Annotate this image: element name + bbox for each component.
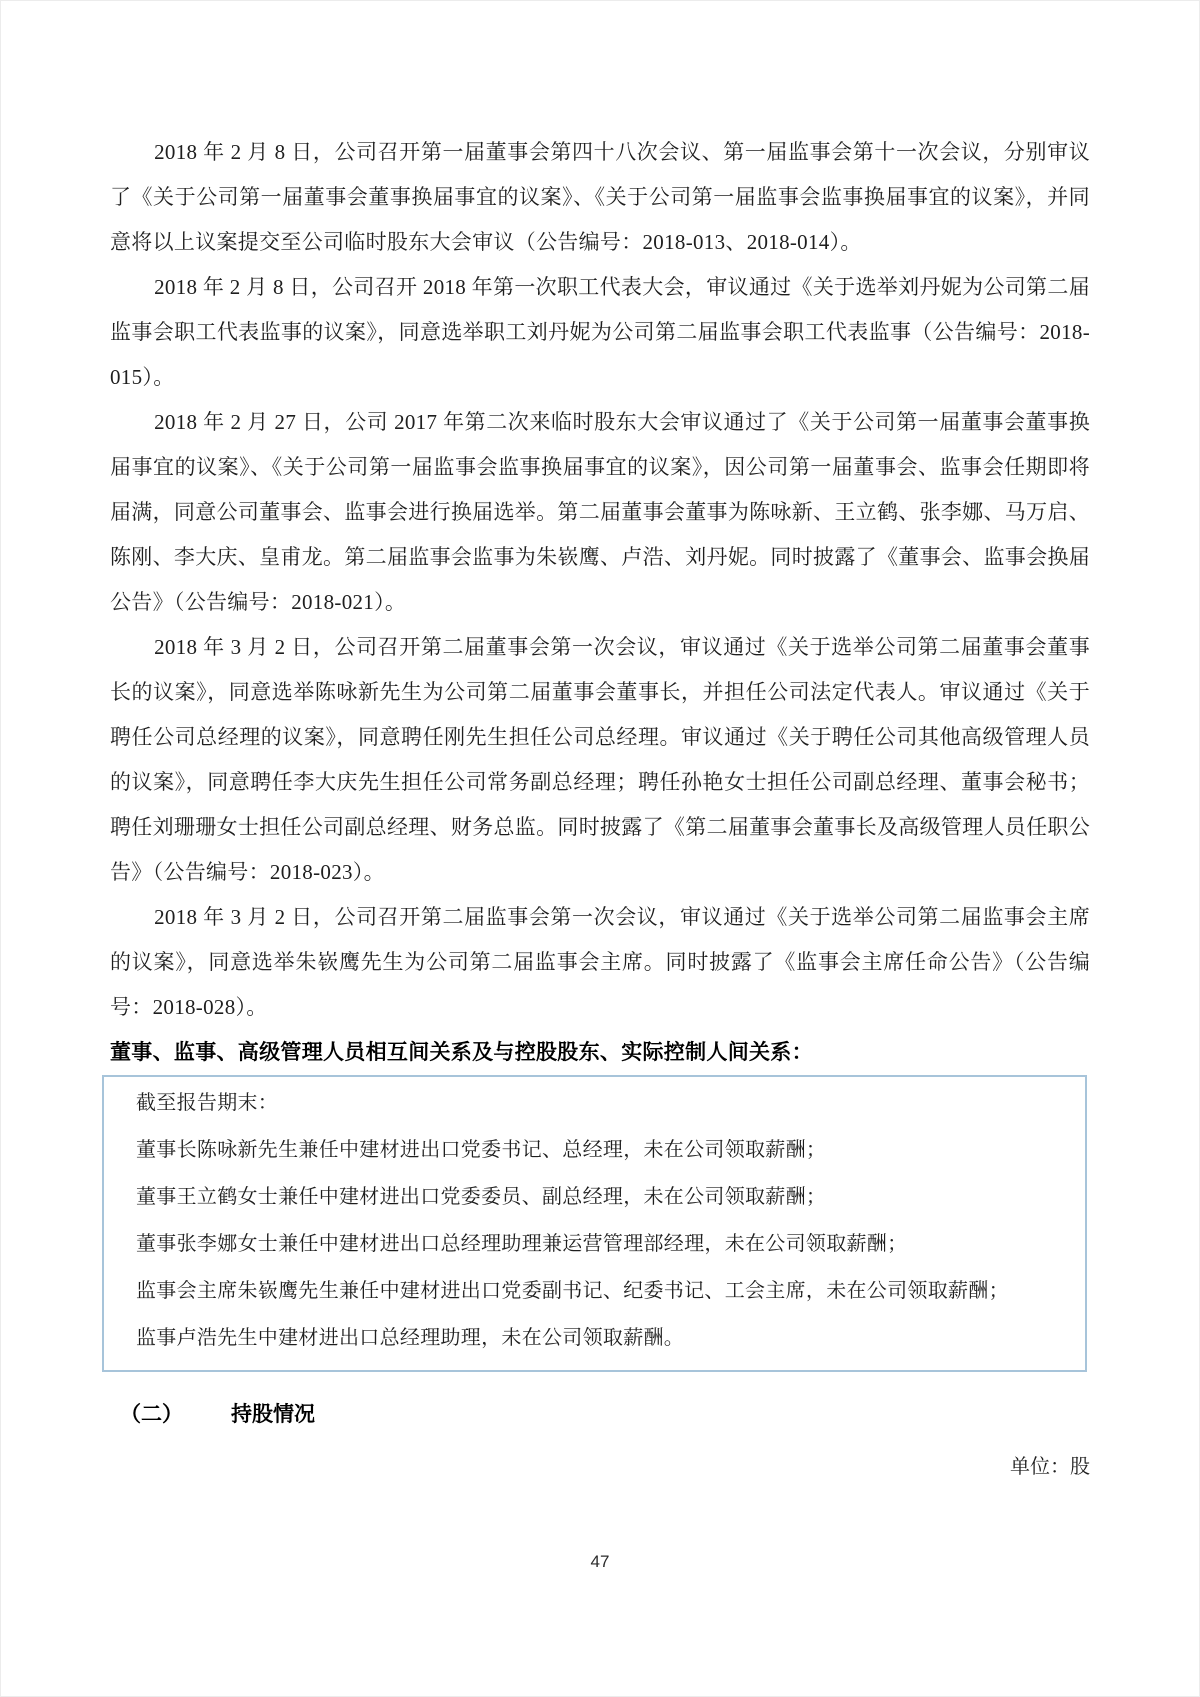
paragraph-staff-congress-feb8: 2018 年 2 月 8 日，公司召开 2018 年第一次职工代表大会，审议通过《关于选举刘丹妮为公司第二届监事会职工代表监事的议案》，同意选举职工刘丹妮为公司第二届监事会职工代表监事（公告编号：2018-015）。: [110, 275, 1090, 389]
paragraph-board-meeting-feb8: 2018 年 2 月 8 日，公司召开第一届董事会第四十八次会议、第一届监事会第十一次会议，分别审议了《关于公司第一届董事会董事换届事宜的议案》、《关于公司第一届监事会监事换届事宜的议案》，并同意将以上议案提交至公司临时股东大会审议（公告编号：2018-013、2018-014）。: [110, 140, 1090, 254]
relations-line-supervisor-lu: 监事卢浩先生中建材进出口总经理助理，未在公司领取薪酬。: [136, 1327, 685, 1349]
relations-heading: 董事、监事、高级管理人员相互间关系及与控股股东、实际控制人间关系：: [110, 1040, 813, 1064]
section-title: 持股情况: [231, 1402, 315, 1426]
paragraph-board-meeting-mar2: 2018 年 3 月 2 日，公司召开第二届董事会第一次会议，审议通过《关于选举公司第二届董事会董事长的议案》，同意选举陈咏新先生为公司第二届董事会董事长，并担任公司法定代表人。审议通过《关于聘任公司总经理的议案》，同意聘任刚先生担任公司总经理。审议通过《关于聘任公司其他高级管理人员的议案》，同意聘任李大庆先生担任公司常务副总经理；聘任孙艳女士担任公司副总经理、董事会秘书；聘任刘珊珊女士担任公司副总经理、财务总监。同时披露了《第二届董事会董事长及高级管理人员任职公告》（公告编号：2018-023）。: [110, 635, 1090, 884]
relations-line-period-end: 截至报告期末：: [136, 1092, 279, 1114]
page-content: [110, 130, 1090, 1482]
relations-line-director-zhang: 董事张李娜女士兼任中建材进出口总经理助理兼运营管理部经理，未在公司领取薪酬；: [136, 1233, 908, 1255]
relations-line-supervisory-chairman: 监事会主席朱嵚鹰先生兼任中建材进出口党委副书记、纪委书记、工会主席，未在公司领取薪酬；: [136, 1280, 1009, 1302]
relations-line-chairman: 董事长陈咏新先生兼任中建材进出口党委书记、总经理，未在公司领取薪酬；: [136, 1139, 827, 1161]
paragraph-supervisory-meeting-mar2: 2018 年 3 月 2 日，公司召开第二届监事会第一次会议，审议通过《关于选举公司第二届监事会主席的议案》，同意选举朱嵚鹰先生为公司第二届监事会主席。同时披露了《监事会主席任命公告》（公告编号：2018-028）。: [110, 905, 1090, 1019]
page-number: 47: [590, 1552, 610, 1571]
unit-note: 单位：股: [1010, 1456, 1090, 1478]
paragraph-shareholder-meeting-feb27: 2018 年 2 月 27 日，公司 2017 年第二次来临时股东大会审议通过了《关于公司第一届董事会董事换届事宜的议案》、《关于公司第一届监事会监事换届事宜的议案》，因公司第一届董事会、监事会任期即将届满，同意公司董事会、监事会进行换届选举。第二届董事会董事为陈咏新、王立鹤、张李娜、马万启、陈刚、李大庆、皇甫龙。第二届监事会监事为朱嵚鹰、卢浩、刘丹妮。同时披露了《董事会、监事会换届公告》（公告编号：2018-021）。: [110, 410, 1090, 614]
section-heading-shareholding: [120, 1398, 1090, 1430]
relations-line-director-wang: 董事王立鹤女士兼任中建材进出口党委委员、副总经理，未在公司领取薪酬；: [136, 1186, 827, 1208]
section-index: （二）: [120, 1402, 183, 1426]
relations-box: [102, 1075, 1087, 1372]
